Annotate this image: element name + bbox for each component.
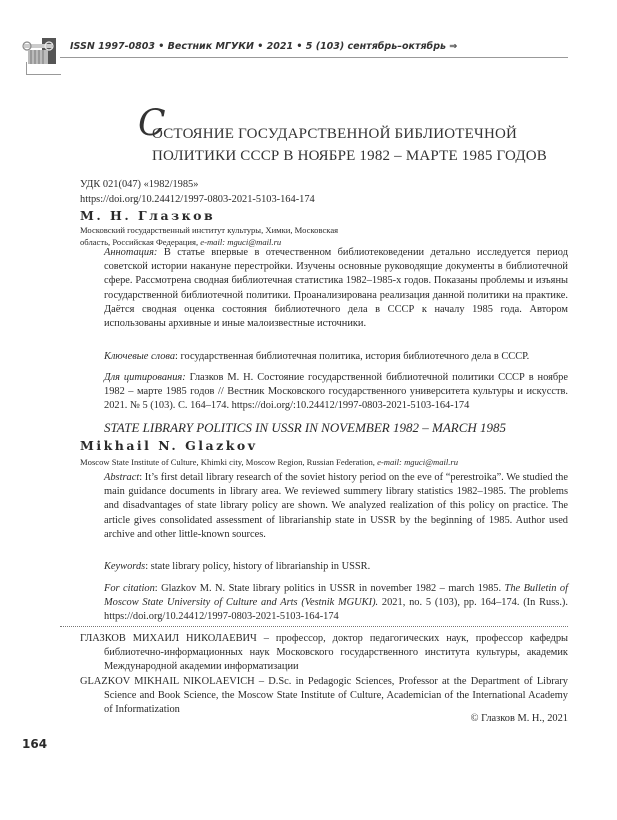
author-bio-ru: ГЛАЗКОВ МИХАИЛ НИКОЛАЕВИЧ – профессор, доктор педагогических наук, профессор кафедры библиотечно-информационных наук Московского государственного института культуры, академик Международной академии информатизации <box>80 633 568 673</box>
affiliation-text: Московский государственный институт культуры, Химки, Московская область, Российская Федерация, <box>80 225 339 247</box>
header-rule <box>60 57 568 58</box>
keywords-text: : state library policy, history of librarianship in USSR. <box>145 561 371 572</box>
email-label: e-mail: <box>377 457 402 467</box>
citation-journal: The Bulletin of Moscow State University of Culture and Arts (Vestnik MGUKI). <box>104 583 568 609</box>
abstract-text: : It’s first detail library research of the soviet history period on the eve of “perestroika”. We studied the main guidance documents in library area. We reviewed summery library statistics 1982–1985. The problems and disadvantages of state library policy are shown. We analyzed realization of this policy on practice. The article gives consolidated assessment of librarianship state in USSR by the beginning of 1985. Author used archive and other little-known sources. <box>104 472 568 540</box>
keywords-label: Ключевые слова <box>104 351 176 362</box>
keywords-text: : государственная библиотечная политика, история библиотечного дела в СССР. <box>175 351 530 362</box>
doi-link[interactable]: https://doi.org/10.24412/1997-0803-2021-5103-164-174 <box>80 194 315 205</box>
drop-cap: С <box>138 103 166 144</box>
keywords-ru <box>104 350 568 364</box>
author-bio-en: GLAZKOV MIKHAIL NIKOLAEVICH – D.Sc. in Pedagogic Sciences, Professor at the Department of Library Science and Book Science, the Moscow State Institute of Culture, Academician of the International Academy of Informatization <box>80 676 568 716</box>
author-en: Mikhail N. Glazkov <box>80 438 258 453</box>
citation-text-end: 2021, no. 5 (103), pp. 164–174. (In Russ.). https://doi.org/10.24412/1997-0803-2021-5103-164-174 <box>104 597 568 623</box>
affiliation-text: Moscow State Institute of Culture, Khimki city, Moscow Region, Russian Federation, <box>80 457 378 467</box>
journal-logo-column-icon <box>20 38 56 64</box>
title-line-2: ПОЛИТИКИ СССР В НОЯБРЕ 1982 – МАРТЕ 1985 ГОДОВ <box>152 148 548 164</box>
page-number: 164 <box>22 737 48 751</box>
email-link[interactable]: mguci@mail.ru <box>227 237 282 247</box>
citation-label: For citation <box>104 583 155 594</box>
citation-label: Для цитирования: <box>104 372 186 383</box>
title-line-1: ОСТОЯНИЕ ГОСУДАРСТВЕННОЙ БИБЛИОТЕЧНОЙ <box>152 126 518 142</box>
running-header: ISSN 1997-0803 • Вестник МГУКИ • 2021 • 5 (103) сентябрь–октябрь ⇒ <box>70 41 458 52</box>
dotted-divider <box>60 626 568 627</box>
article-title-en: STATE LIBRARY POLITICS IN USSR IN NOVEMBER 1982 – MARCH 1985 <box>104 420 507 435</box>
affiliation-ru <box>80 224 340 248</box>
article-title-ru <box>138 103 578 167</box>
citation-text: Глазков М. Н. Состояние государственной библиотечной политики СССР в ноябре 1982 – марте 1985 годов // Вестник Московского государственного университета культуры и искусств. 2021. № 5 (103). С. 164–174. https://doi.org/:10.24412/1997-0803-2021-5103-164-174 <box>104 372 568 412</box>
citation-ru <box>104 371 568 414</box>
udk: УДК 021(047) «1982/1985» <box>80 179 199 190</box>
abstract-en <box>104 471 568 542</box>
abstract-text: В статье впервые в отечественном библиотековедении детально исследуется период советской истории накануне перестройки. Изучены основные руководящие документы в библиотечной сфере. Рассмотрена сводная библиотечная статистика 1982–1985-х годов. Показаны проблемы и изъяны государственной библиотечной политики. Проанализирована реализация данной политики на практике. Даётся сводная оценка состояния библиотечного дела в СССР к началу 1985 года. Автором использованы архивные и иные малоизвестные источники. <box>104 247 568 330</box>
affiliation-en <box>80 456 568 468</box>
keywords-en <box>104 560 568 574</box>
copyright: © Глазков М. Н., 2021 <box>470 713 568 724</box>
abstract-label: Abstract <box>104 472 140 483</box>
abstract-label: Аннотация: <box>104 247 158 258</box>
email-link[interactable]: mguci@mail.ru <box>404 457 459 467</box>
abstract-ru <box>104 246 568 331</box>
email-label: e-mail: <box>200 237 226 247</box>
keywords-label: Keywords <box>104 561 146 572</box>
citation-text: : Glazkov M. N. State library politics in USSR in november 1982 – march 1985. <box>154 583 505 594</box>
citation-en <box>104 582 568 625</box>
author-ru: М. Н. Глазков <box>80 208 216 223</box>
header-decoration <box>26 62 61 75</box>
